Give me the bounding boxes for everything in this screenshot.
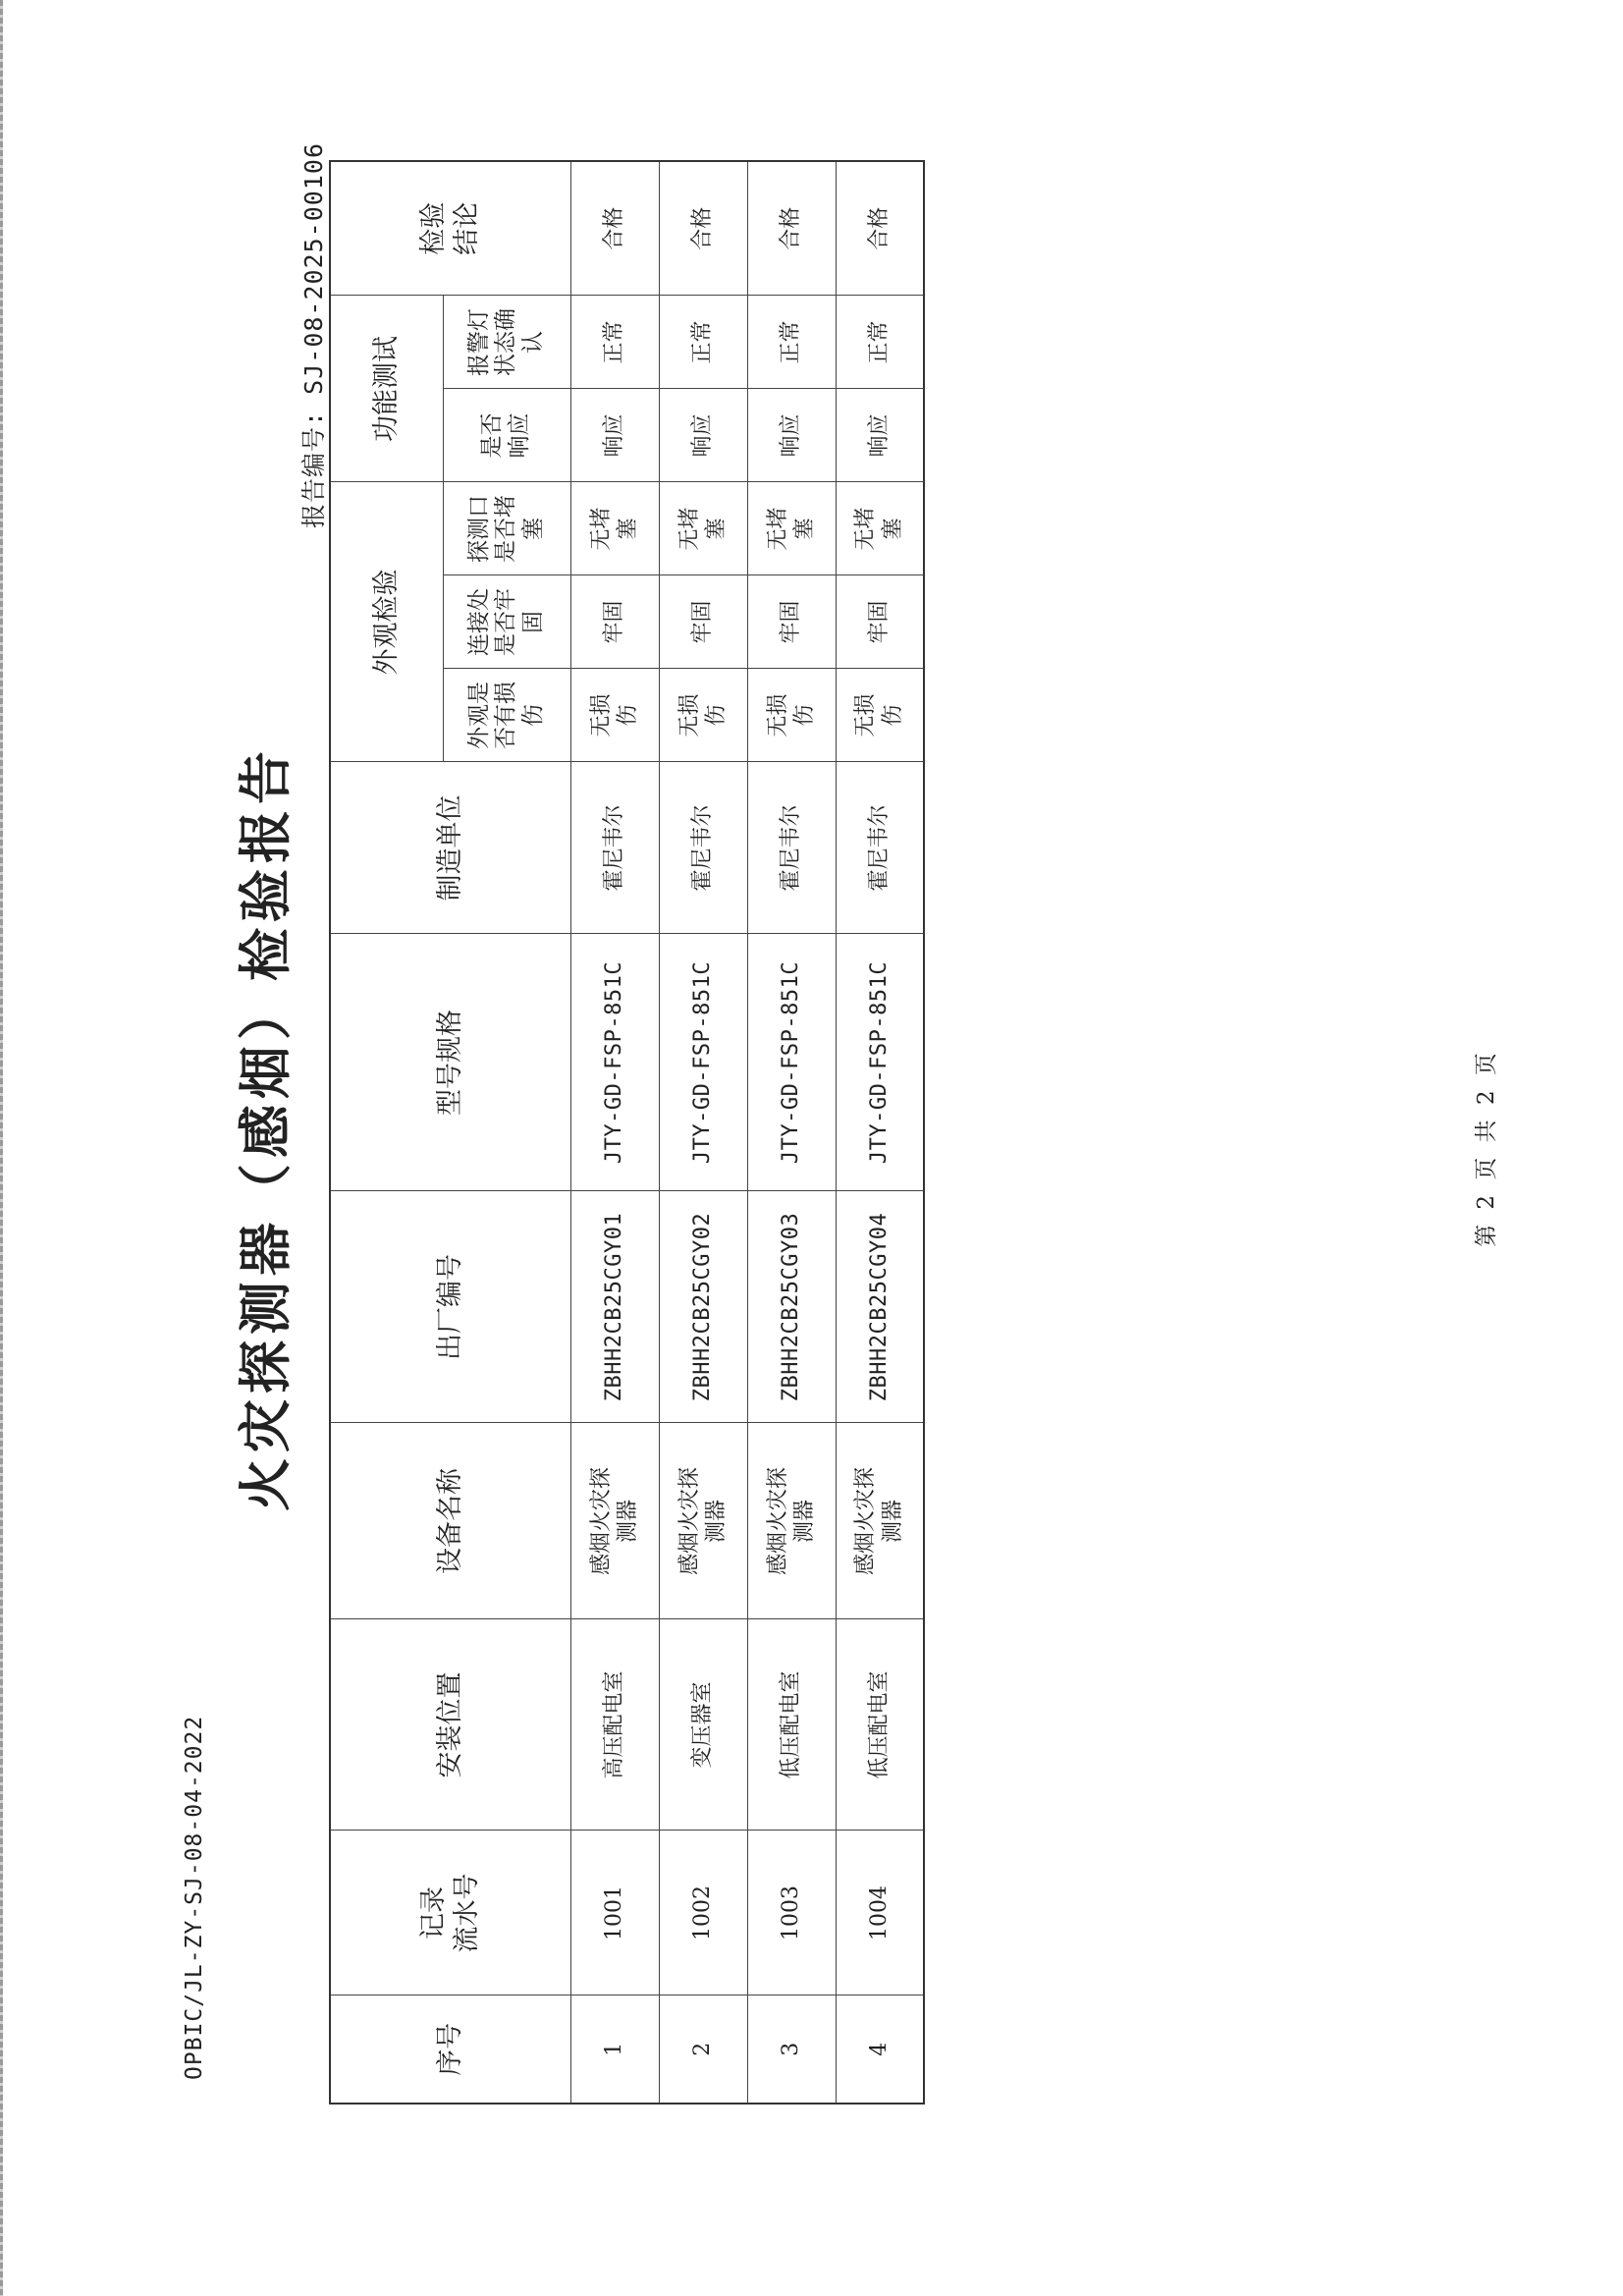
cell-record-no: 1001 — [570, 1831, 659, 1995]
inspection-table — [329, 160, 925, 2105]
cell-alarm-light: 正常 — [836, 296, 924, 389]
cell-factory-no: ZBHH2CB25CGY01 — [570, 1191, 659, 1423]
cell-factory-no: ZBHH2CB25CGY04 — [836, 1191, 924, 1423]
cell-manufacturer: 霍尼韦尔 — [836, 762, 924, 934]
cell-conclusion: 合格 — [659, 161, 747, 296]
cell-appearance-damage: 无损 伤 — [570, 669, 659, 762]
header-appearance-damage — [443, 669, 570, 762]
report-title: 火灾探测器（感烟）检验报告 — [235, 745, 297, 1511]
header-conclusion: 检验 结论 — [330, 161, 570, 296]
cell-seq: 2 — [659, 1995, 747, 2104]
header-connection-firm-text: 连接处是否牢固 — [465, 588, 546, 656]
cell-manufacturer: 霍尼韦尔 — [570, 762, 659, 934]
page-footer: 第 2 页 共 2 页 — [1474, 1049, 1499, 1247]
cell-device-name: 感烟火灾探 测器 — [570, 1423, 659, 1619]
header-row-1 — [330, 161, 443, 2104]
table-row — [747, 161, 836, 2104]
cell-appearance-damage: 无损 伤 — [747, 669, 836, 762]
cell-port-blocked: 无堵 塞 — [747, 482, 836, 575]
cell-location: 变压器室 — [659, 1619, 747, 1831]
cell-manufacturer: 霍尼韦尔 — [747, 762, 836, 934]
cell-model: JTY-GD-FSP-851C — [570, 934, 659, 1191]
header-connection-firm — [443, 575, 570, 669]
cell-seq: 1 — [570, 1995, 659, 2104]
cell-record-no: 1002 — [659, 1831, 747, 1995]
cell-factory-no: ZBHH2CB25CGY03 — [747, 1191, 836, 1423]
header-manufacturer: 制造单位 — [330, 762, 570, 934]
cell-responsive: 响应 — [570, 389, 659, 482]
cell-device-name: 感烟火灾探 测器 — [659, 1423, 747, 1619]
cell-model: JTY-GD-FSP-851C — [659, 934, 747, 1191]
cell-location: 低压配电室 — [836, 1619, 924, 1831]
cell-manufacturer: 霍尼韦尔 — [659, 762, 747, 934]
cell-port-blocked: 无堵 塞 — [836, 482, 924, 575]
header-alarm-light-text: 报警灯状态确认 — [465, 307, 546, 376]
cell-appearance-damage: 无损 伤 — [659, 669, 747, 762]
cell-responsive: 响应 — [836, 389, 924, 482]
header-appearance-group: 外观检验 — [330, 482, 443, 762]
table-row — [836, 161, 924, 2104]
header-appearance-damage-text: 外观是否有损伤 — [465, 682, 546, 749]
cell-connection-firm: 牢固 — [747, 575, 836, 669]
header-port-blocked-text: 探测口是否堵塞 — [465, 495, 546, 563]
cell-device-name: 感烟火灾探 测器 — [836, 1423, 924, 1619]
header-responsive-text: 是否响应 — [479, 412, 532, 459]
cell-connection-firm: 牢固 — [659, 575, 747, 669]
header-responsive — [443, 389, 570, 482]
cell-model: JTY-GD-FSP-851C — [747, 934, 836, 1191]
header-function-group: 功能测试 — [330, 296, 443, 482]
cell-alarm-light: 正常 — [747, 296, 836, 389]
cell-location: 低压配电室 — [747, 1619, 836, 1831]
cell-port-blocked: 无堵 塞 — [570, 482, 659, 575]
cell-connection-firm: 牢固 — [836, 575, 924, 669]
form-code: OPBIC/JL-ZY-SJ-08-04-2022 — [182, 1715, 207, 2080]
header-alarm-light — [443, 296, 570, 389]
cell-factory-no: ZBHH2CB25CGY02 — [659, 1191, 747, 1423]
cell-port-blocked: 无堵 塞 — [659, 482, 747, 575]
report-number-label: 报告编号: — [299, 410, 328, 528]
header-factory-no: 出厂编号 — [330, 1191, 570, 1423]
table-row — [659, 161, 747, 2104]
cell-conclusion: 合格 — [836, 161, 924, 296]
report-number — [295, 142, 330, 528]
cell-responsive: 响应 — [747, 389, 836, 482]
cell-seq: 3 — [747, 1995, 836, 2104]
report-number-value: SJ-08-2025-00106 — [299, 142, 328, 395]
header-port-blocked — [443, 482, 570, 575]
cell-seq: 4 — [836, 1995, 924, 2104]
cell-connection-firm: 牢固 — [570, 575, 659, 669]
cell-conclusion: 合格 — [570, 161, 659, 296]
table-row — [570, 161, 659, 2104]
cell-device-name: 感烟火灾探 测器 — [747, 1423, 836, 1619]
cell-responsive: 响应 — [659, 389, 747, 482]
cell-alarm-light: 正常 — [659, 296, 747, 389]
cell-conclusion: 合格 — [747, 161, 836, 296]
cell-appearance-damage: 无损 伤 — [836, 669, 924, 762]
header-location: 安装位置 — [330, 1619, 570, 1831]
cell-alarm-light: 正常 — [570, 296, 659, 389]
header-record-no: 记录 流水号 — [330, 1831, 570, 1995]
header-device-name: 设备名称 — [330, 1423, 570, 1619]
cell-record-no: 1004 — [836, 1831, 924, 1995]
cell-record-no: 1003 — [747, 1831, 836, 1995]
header-model: 型号规格 — [330, 934, 570, 1191]
cell-model: JTY-GD-FSP-851C — [836, 934, 924, 1191]
header-seq: 序号 — [330, 1995, 570, 2104]
cell-location: 高压配电室 — [570, 1619, 659, 1831]
